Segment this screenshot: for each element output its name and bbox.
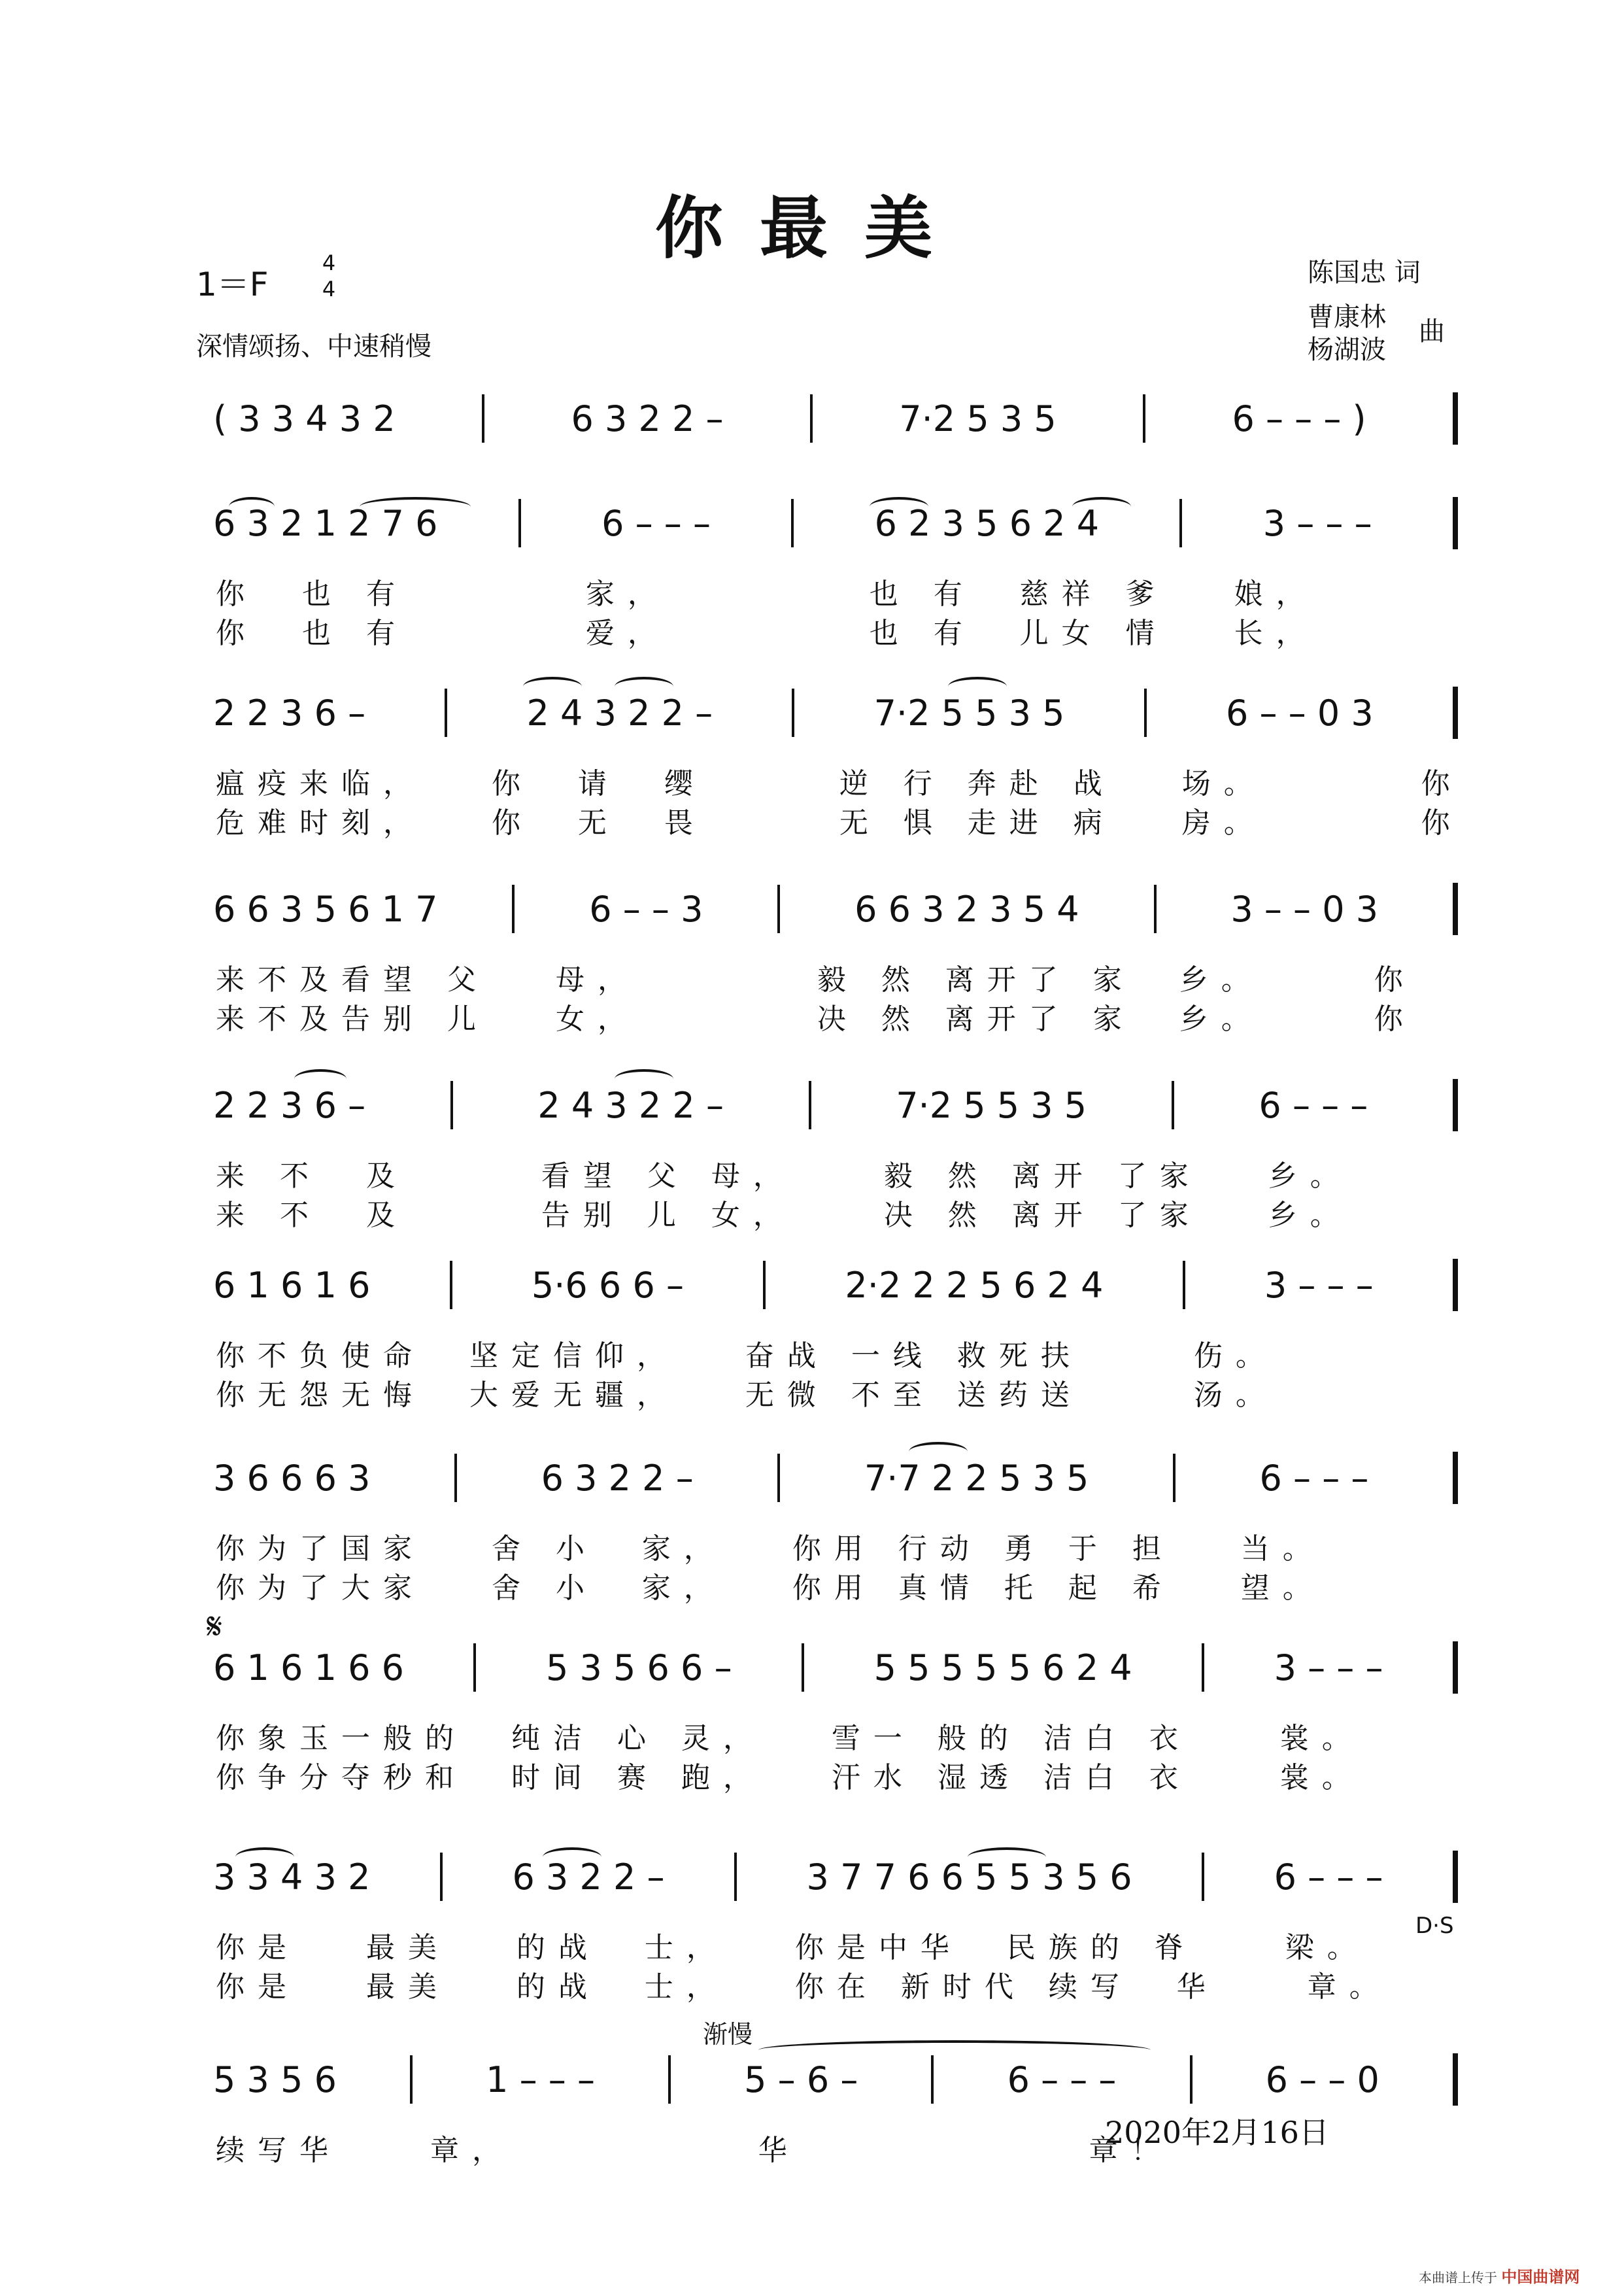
- measure: 5 3 5 6: [213, 2059, 337, 2100]
- measure: 3 – – –: [1274, 1647, 1383, 1688]
- slur-mark: [968, 1847, 1046, 1867]
- slur-mark: [615, 1069, 673, 1089]
- lyric-line-verse-1: 你象玉一般的 纯洁 心 灵， 雪一 般的 洁白 衣 裳。: [216, 1722, 1364, 1755]
- lyric-line-verse-1: 你为了国家 舍 小 家， 你用 行动 勇 于 担 当。: [216, 1532, 1325, 1565]
- measure: 2 4 3 2 2 –: [537, 1084, 724, 1126]
- barline: [809, 1081, 811, 1129]
- lyric-line-verse-1: 续写华 章， 华 章！: [216, 2134, 1173, 2167]
- notation-line: [209, 876, 1458, 942]
- barline: [1173, 1454, 1176, 1502]
- measure: 6 – – –: [1259, 1084, 1368, 1126]
- barline: [1144, 689, 1147, 737]
- barline: [482, 394, 484, 443]
- barline: [518, 499, 521, 547]
- barline: [1453, 1641, 1458, 1694]
- tempo-change-marking: 渐慢: [703, 2020, 753, 2049]
- barline: [440, 1853, 443, 1901]
- barline: [777, 1454, 780, 1502]
- composer-name-1: 曹康林: [1308, 302, 1386, 332]
- barline: [668, 2055, 671, 2104]
- lyricist-credit: 陈国忠 词: [1308, 258, 1421, 288]
- lyric-line-verse-2: 你为了大家 舍 小 家， 你用 真情 托 起 希 望。: [216, 1571, 1325, 1605]
- measure: 6 – – 0: [1265, 2059, 1379, 2100]
- barline: [777, 885, 780, 933]
- measure: 6 3 2 1 2 7 6: [213, 502, 438, 544]
- measure: 6 – – –: [601, 502, 711, 544]
- measure: 5 5 5 5 5 6 2 4: [873, 1647, 1132, 1688]
- measure: 3 – – –: [1264, 1264, 1374, 1306]
- notation-line: [209, 1844, 1458, 1909]
- barline: [454, 1454, 457, 1502]
- barline: [1453, 1079, 1458, 1131]
- lyric-line-verse-2: 你争分夺秒和 时间 赛 跑， 汗水 湿透 洁白 衣 裳。: [216, 1761, 1364, 1794]
- barline: [1453, 1452, 1458, 1504]
- barline: [410, 2055, 413, 2104]
- lyric-line-verse-2: 来 不 及 告别 儿 女， 决 然 离开 了家 乡。: [216, 1199, 1352, 1232]
- barline: [1453, 2053, 1458, 2106]
- barline: [1202, 1853, 1204, 1901]
- slur-mark: [360, 497, 471, 517]
- measure: 6 1 6 1 6 6: [213, 1647, 404, 1688]
- lyric-line-verse-1: 你不负使命 坚定信仰， 奋战 一线 救死扶 伤。: [216, 1339, 1277, 1373]
- tempo-marking: 深情颂扬、中速稍慢: [196, 332, 431, 362]
- measure: 3 – – –: [1262, 502, 1372, 544]
- barline: [1143, 394, 1145, 443]
- barline: [1453, 392, 1458, 445]
- barline: [1453, 687, 1458, 739]
- song-title: 你最美: [654, 188, 969, 268]
- barline: [763, 1261, 766, 1309]
- composer-role: 曲: [1419, 316, 1445, 347]
- barline: [1453, 1259, 1458, 1311]
- footer-credit: [1419, 2264, 1580, 2287]
- time-signature: [319, 250, 339, 302]
- barline: [1190, 2055, 1193, 2104]
- lyric-line-verse-2: 你 也 有 爱， 也 有 儿女 情 长，: [216, 617, 1318, 650]
- lyric-line-verse-2: 来不及告别 儿 女， 决 然 离开了 家 乡。 你: [216, 1002, 1416, 1036]
- measure: 6 – – 3: [589, 888, 703, 930]
- barline: [1172, 1081, 1174, 1129]
- measure: 6 3 2 2 –: [512, 1856, 665, 1898]
- barline: [450, 1261, 452, 1309]
- lyric-line-verse-2: 你无怨无悔 大爱无疆， 无微 不至 送药送 汤。: [216, 1378, 1277, 1412]
- barline: [810, 394, 813, 443]
- barline: [445, 689, 447, 737]
- slur-mark: [909, 1442, 968, 1462]
- barline: [931, 2055, 934, 2104]
- footer-prefix: 本曲谱上传于: [1419, 2270, 1497, 2285]
- composer-name-2: 杨湖波: [1308, 335, 1386, 365]
- measure: 6 6 3 5 6 1 7: [213, 888, 438, 930]
- measure: 6 – – –: [1259, 1457, 1369, 1499]
- measure: 5 – 6 –: [744, 2059, 858, 2100]
- slur-mark: [870, 497, 928, 517]
- dal-segno-mark: D·S: [1415, 1913, 1454, 1939]
- measure: 6 1 6 1 6: [213, 1264, 371, 1306]
- slur-mark: [948, 677, 1007, 696]
- measure: 6 – – –: [1007, 2059, 1117, 2100]
- barline: [1183, 1261, 1185, 1309]
- barline: [512, 885, 515, 933]
- measure: 7·2 5 5 3 5: [896, 1084, 1087, 1126]
- slur-mark: [229, 497, 275, 517]
- barline: [1453, 883, 1458, 935]
- slur-mark: [1072, 497, 1131, 517]
- measure: 7·7 2 2 5 3 5: [864, 1457, 1089, 1499]
- measure: ( 3 3 4 3 2: [213, 398, 396, 439]
- measure: 1 – – –: [486, 2059, 595, 2100]
- measure: 6 – – –: [1274, 1856, 1383, 1898]
- notation-line: [209, 680, 1458, 745]
- measure: 2 4 3 2 2 –: [526, 692, 713, 734]
- measure: 7·2 5 5 3 5: [873, 692, 1065, 734]
- lyric-line-verse-1: 你是 最美 的战 士， 你是中华 民族的 脊 梁。: [216, 1931, 1369, 1964]
- measure: 2·2 2 2 5 6 2 4: [845, 1264, 1104, 1306]
- footer-brand: 中国曲谱网: [1501, 2268, 1580, 2286]
- notation-line: [209, 1252, 1458, 1318]
- measure: 3 – – 0 3: [1230, 888, 1379, 930]
- measure: 5·6 6 6 –: [531, 1264, 684, 1306]
- slur-mark: [758, 2040, 1151, 2060]
- barline: [450, 1081, 453, 1129]
- slur-mark: [294, 1069, 347, 1089]
- barline: [1453, 497, 1458, 549]
- barline: [1453, 1851, 1458, 1903]
- lyric-line-verse-2: 危难时刻， 你 无 畏 无 惧 走进 病 房。 你: [216, 806, 1463, 840]
- date-stamp: 2020年2月16日: [1105, 2115, 1329, 2150]
- slur-mark: [523, 677, 582, 696]
- notation-line: [209, 386, 1458, 451]
- slur-mark: [615, 677, 673, 696]
- measure: 6 – – – ): [1232, 398, 1366, 439]
- lyric-line-verse-1: 来不及看望 父 母， 毅 然 离开了 家 乡。 你: [216, 963, 1416, 997]
- barline: [473, 1643, 476, 1692]
- time-signature-bottom: 4: [322, 277, 336, 301]
- slur-mark: [543, 1847, 601, 1867]
- barline: [802, 1643, 804, 1692]
- time-signature-top: 4: [322, 250, 336, 275]
- measure: 3 7 7 6 6 5 5 3 5 6: [806, 1856, 1132, 1898]
- measure: 6 – – 0 3: [1225, 692, 1374, 734]
- barline: [1202, 1643, 1204, 1692]
- barline: [791, 499, 794, 547]
- notation-line: [209, 1635, 1458, 1700]
- notation-line: [209, 1072, 1458, 1138]
- measure: 6 6 3 2 3 5 4: [854, 888, 1079, 930]
- measure: 6 2 3 5 6 2 4: [874, 502, 1100, 544]
- barline: [734, 1853, 737, 1901]
- notation-line: [209, 1445, 1458, 1511]
- measure: 2 2 3 6 –: [213, 692, 366, 734]
- lyric-line-verse-1: 瘟疫来临， 你 请 缨 逆 行 奔赴 战 场。 你: [216, 767, 1463, 800]
- measure: 3 6 6 6 3: [213, 1457, 371, 1499]
- lyric-line-verse-1: 来 不 及 看望 父 母， 毅 然 离开 了家 乡。: [216, 1159, 1352, 1193]
- lyric-line-verse-2: 你是 最美 的战 士， 你在 新时代 续写 华 章。: [216, 1970, 1391, 2004]
- measure: 3 3 4 3 2: [213, 1856, 371, 1898]
- key-signature: 1＝F: [196, 265, 269, 303]
- measure: 2 2 3 6 –: [213, 1084, 366, 1126]
- barline: [792, 689, 794, 737]
- lyric-line-verse-1: 你 也 有 家， 也 有 慈祥 爹 娘，: [216, 577, 1318, 611]
- barline: [1154, 885, 1157, 933]
- barline: [1179, 499, 1182, 547]
- measure: 7·2 5 3 5: [899, 398, 1057, 439]
- measure: 6 3 2 2 –: [541, 1457, 694, 1499]
- measure: 5 3 5 6 6 –: [545, 1647, 732, 1688]
- measure: 6 3 2 2 –: [571, 398, 724, 439]
- slur-mark: [235, 1847, 294, 1867]
- segno-sign: 𝄋: [207, 1605, 223, 1648]
